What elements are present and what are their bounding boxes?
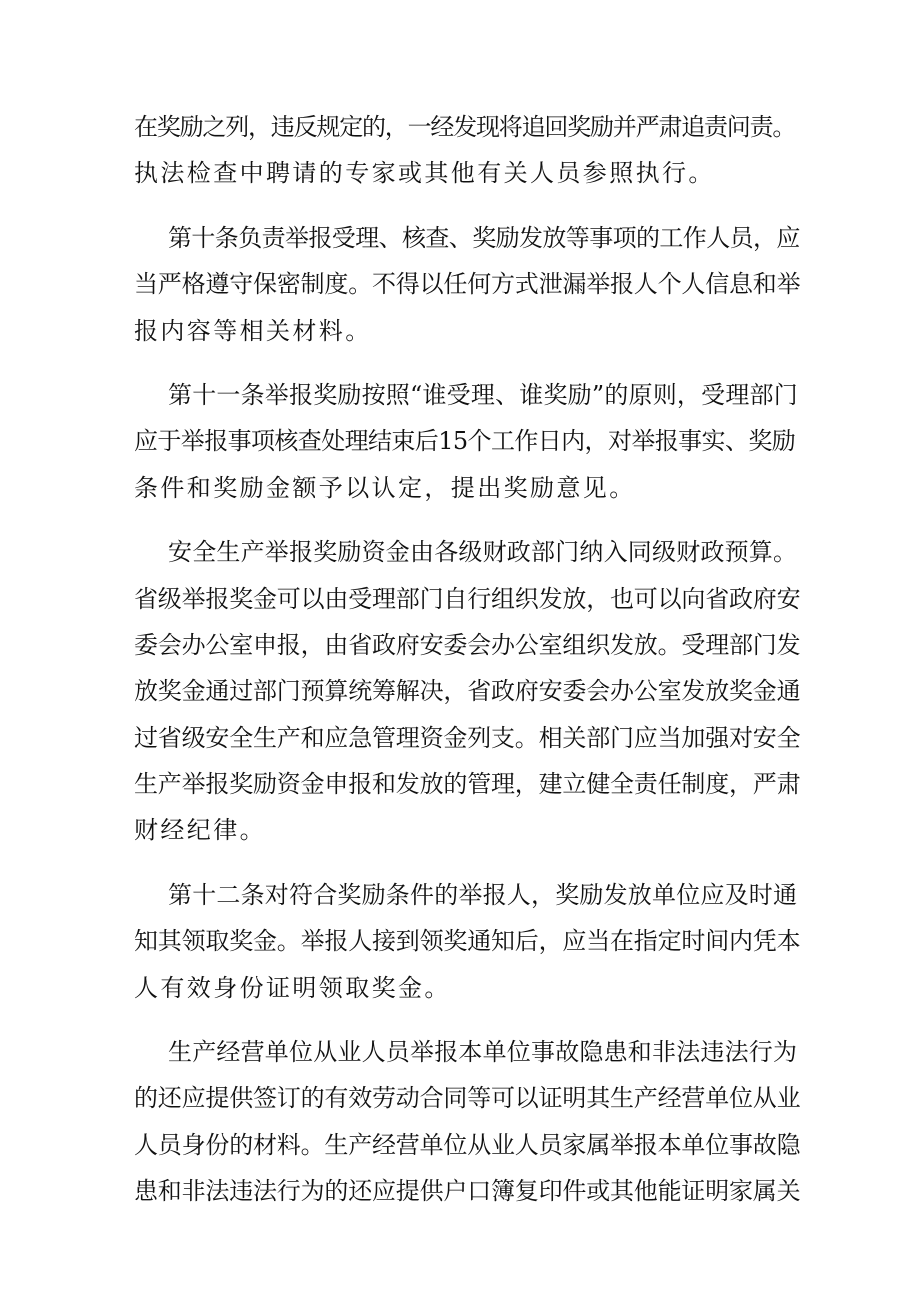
text-line: 报内容等相关材料。 xyxy=(134,316,372,345)
paragraph xyxy=(134,215,800,354)
text-line: 生产举报奖励资金申报和发放的管理，建立健全责任制度，严肃 xyxy=(134,770,801,799)
document-body xyxy=(134,104,800,1215)
text-line: 第十条负责举报受理、核查、奖励发放等事项的工作人员，应 xyxy=(168,223,800,252)
text-line: 放奖金通过部门预算统筹解决，省政府安委会办公室发放奖金通 xyxy=(134,677,801,706)
text-line: 委会办公室申报，由省政府安委会办公室组织发放。受理部门发 xyxy=(134,630,801,659)
text-line: 的还应提供签订的有效劳动合同等可以证明其生产经营单位从业 xyxy=(134,1084,801,1113)
paragraph-gap xyxy=(134,854,800,872)
paragraph xyxy=(134,872,800,1011)
paragraph xyxy=(134,372,800,511)
paragraph xyxy=(134,104,800,197)
paragraph-gap xyxy=(134,354,800,372)
text-line: 当严格遵守保密制度。不得以任何方式泄漏举报人个人信息和举 xyxy=(134,270,801,299)
paragraph-gap xyxy=(134,197,800,215)
text-line: 省级举报奖金可以由受理部门自行组织发放，也可以向省政府安 xyxy=(134,584,801,613)
text-line: 第十一条举报奖励按照“谁受理、谁奖励”的原则，受理部门 xyxy=(168,380,798,409)
text-line: 人有效身份证明领取奖金。 xyxy=(134,973,451,1002)
text-line: 应于举报事项核查处理结束后15个工作日内，对举报事实、奖励 xyxy=(134,427,796,456)
text-line: 患和非法违法行为的还应提供户口簿复印件或其他能证明家属关 xyxy=(134,1177,801,1206)
text-line: 条件和奖励金额予以认定，提出奖励意见。 xyxy=(134,473,636,502)
text-line: 第十二条对符合奖励条件的举报人，奖励发放单位应及时通 xyxy=(168,880,798,909)
paragraph-gap xyxy=(134,511,800,529)
paragraph xyxy=(134,529,800,854)
text-line: 财经纪律。 xyxy=(134,816,266,845)
text-line: 人员身份的材料。生产经营单位从业人员家属举报本单位事故隐 xyxy=(134,1130,801,1159)
paragraph xyxy=(134,1029,800,1215)
text-line: 生产经营单位从业人员举报本单位事故隐患和非法违法行为 xyxy=(168,1038,798,1067)
paragraph-gap xyxy=(134,1011,800,1029)
text-line: 在奖励之列，违反规定的，一经发现将追回奖励并严肃追责问责。 xyxy=(134,113,796,141)
text-line: 过省级安全生产和应急管理资金列支。相关部门应当加强对安全 xyxy=(134,723,801,752)
text-line: 知其领取奖金。举报人接到领奖通知后，应当在指定时间内凭本 xyxy=(134,927,801,956)
text-line: 安全生产举报奖励资金由各级财政部门纳入同级财政预算。 xyxy=(168,538,798,567)
text-line: 执法检查中聘请的专家或其他有关人员参照执行。 xyxy=(134,159,715,188)
